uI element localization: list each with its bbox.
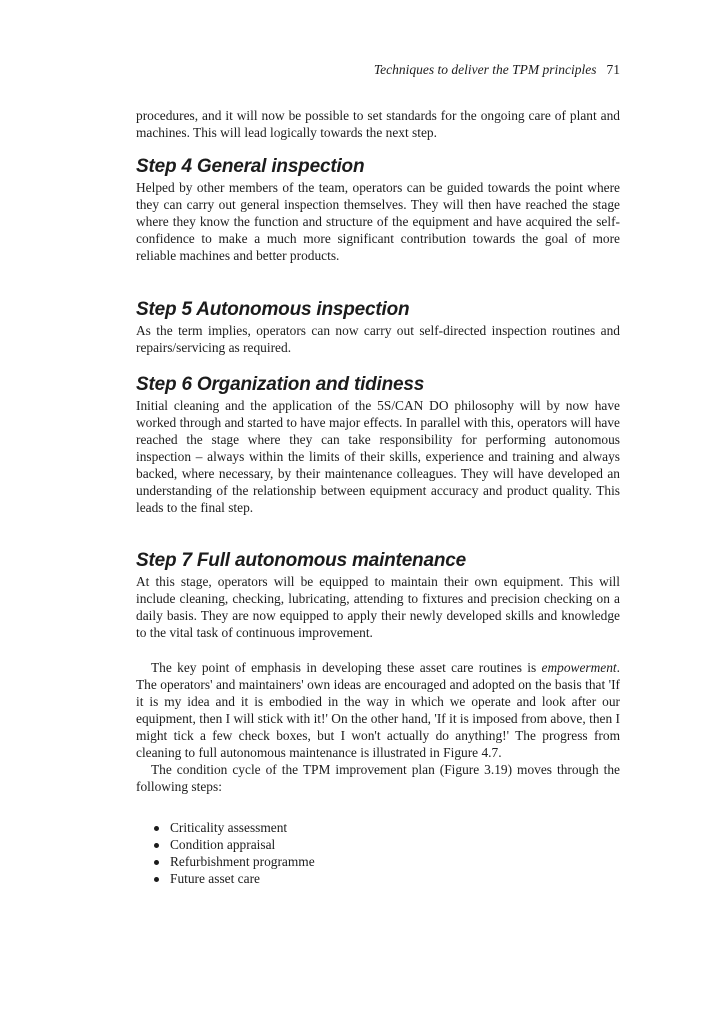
step-6-paragraph: Initial cleaning and the application of the 5S/CAN DO philosophy will by now have worked through and started to have major effects. In parallel with this, operators will have reached the stage where they can take responsibility for performing autonomous inspection – always within the limits of their skills, experience and training and always backed, where necessary, by their maintenance colleagues. They will have developed an understanding of the relationship between equipment accuracy and product quality. This leads to the final step. <box>136 398 620 515</box>
step-7-paragraph: At this stage, operators will be equipped to maintain their own equipment. This will include cleaning, checking, lubricating, attending to fixtures and precision checking on a daily basis. They are now equipped to apply their newly developed skills and knowledge to the vital task of continuous improvement. <box>136 574 620 640</box>
bullet-dot-icon <box>154 877 159 882</box>
body-paragraphs <box>136 659 620 795</box>
bullet-item: Future asset care <box>136 870 620 887</box>
empowerment-paragraph-start: The key point of emphasis in developing these asset care routines is <box>151 660 542 675</box>
step-4-heading: Step 4 General inspection <box>136 156 365 177</box>
bullet-item: Condition appraisal <box>136 836 620 853</box>
step-6-heading: Step 6 Organization and tidiness <box>136 374 425 395</box>
step-4-paragraph: Helped by other members of the team, operators can be guided towards the point where they can carry out general inspection themselves. They will then have reached the stage where they know the function and structure of the equipment and have acquired the self-confidence to make a much more significant contribution towards the goal of more reliable machines and better products. <box>136 180 620 263</box>
condition-cycle-paragraph: The condition cycle of the TPM improvement plan (Figure 3.19) moves through the following steps: <box>136 762 620 794</box>
empowerment-emphasis: empowerment <box>541 660 617 675</box>
empowerment-paragraph-end: . The operators' and maintainers' own ideas are encouraged and adopted on the basis that 'If it is my idea and it is embodied in the way in which we operate and look after our equipment, then I will stick with it!' On the other hand, 'If it is imposed from above, then I might tick a few check boxes, but I won't actually do anything!' The progress from cleaning to full autonomous maintenance is illustrated in Figure 4.7. <box>136 660 620 760</box>
step-5-paragraph: As the term implies, operators can now carry out self-directed inspection routines and repairs/servicing as required. <box>136 323 620 355</box>
page-number: 71 <box>606 62 620 77</box>
bullet-item: Refurbishment programme <box>136 853 620 870</box>
empowerment-paragraph <box>136 659 620 761</box>
bullet-dot-icon <box>154 843 159 848</box>
step-6-section <box>136 374 620 516</box>
step-5-section <box>136 299 620 356</box>
bullet-dot-icon <box>154 826 159 831</box>
step-7-section <box>136 550 620 641</box>
steps-bullet-list <box>136 819 620 887</box>
bullet-item: Criticality assessment <box>136 819 620 836</box>
step-7-heading: Step 7 Full autonomous maintenance <box>136 550 466 571</box>
steps-bullet-list-block <box>136 819 620 887</box>
step-4-section <box>136 156 620 264</box>
intro-paragraph: procedures, and it will now be possible to set standards for the ongoing care of plant and machines. This will lead logically towards the next step. <box>136 108 620 140</box>
running-header <box>136 62 620 78</box>
step-5-heading: Step 5 Autonomous inspection <box>136 299 410 320</box>
running-title: Techniques to deliver the TPM principles <box>373 62 597 77</box>
bullet-dot-icon <box>154 860 159 865</box>
intro-paragraph-block <box>136 107 620 141</box>
